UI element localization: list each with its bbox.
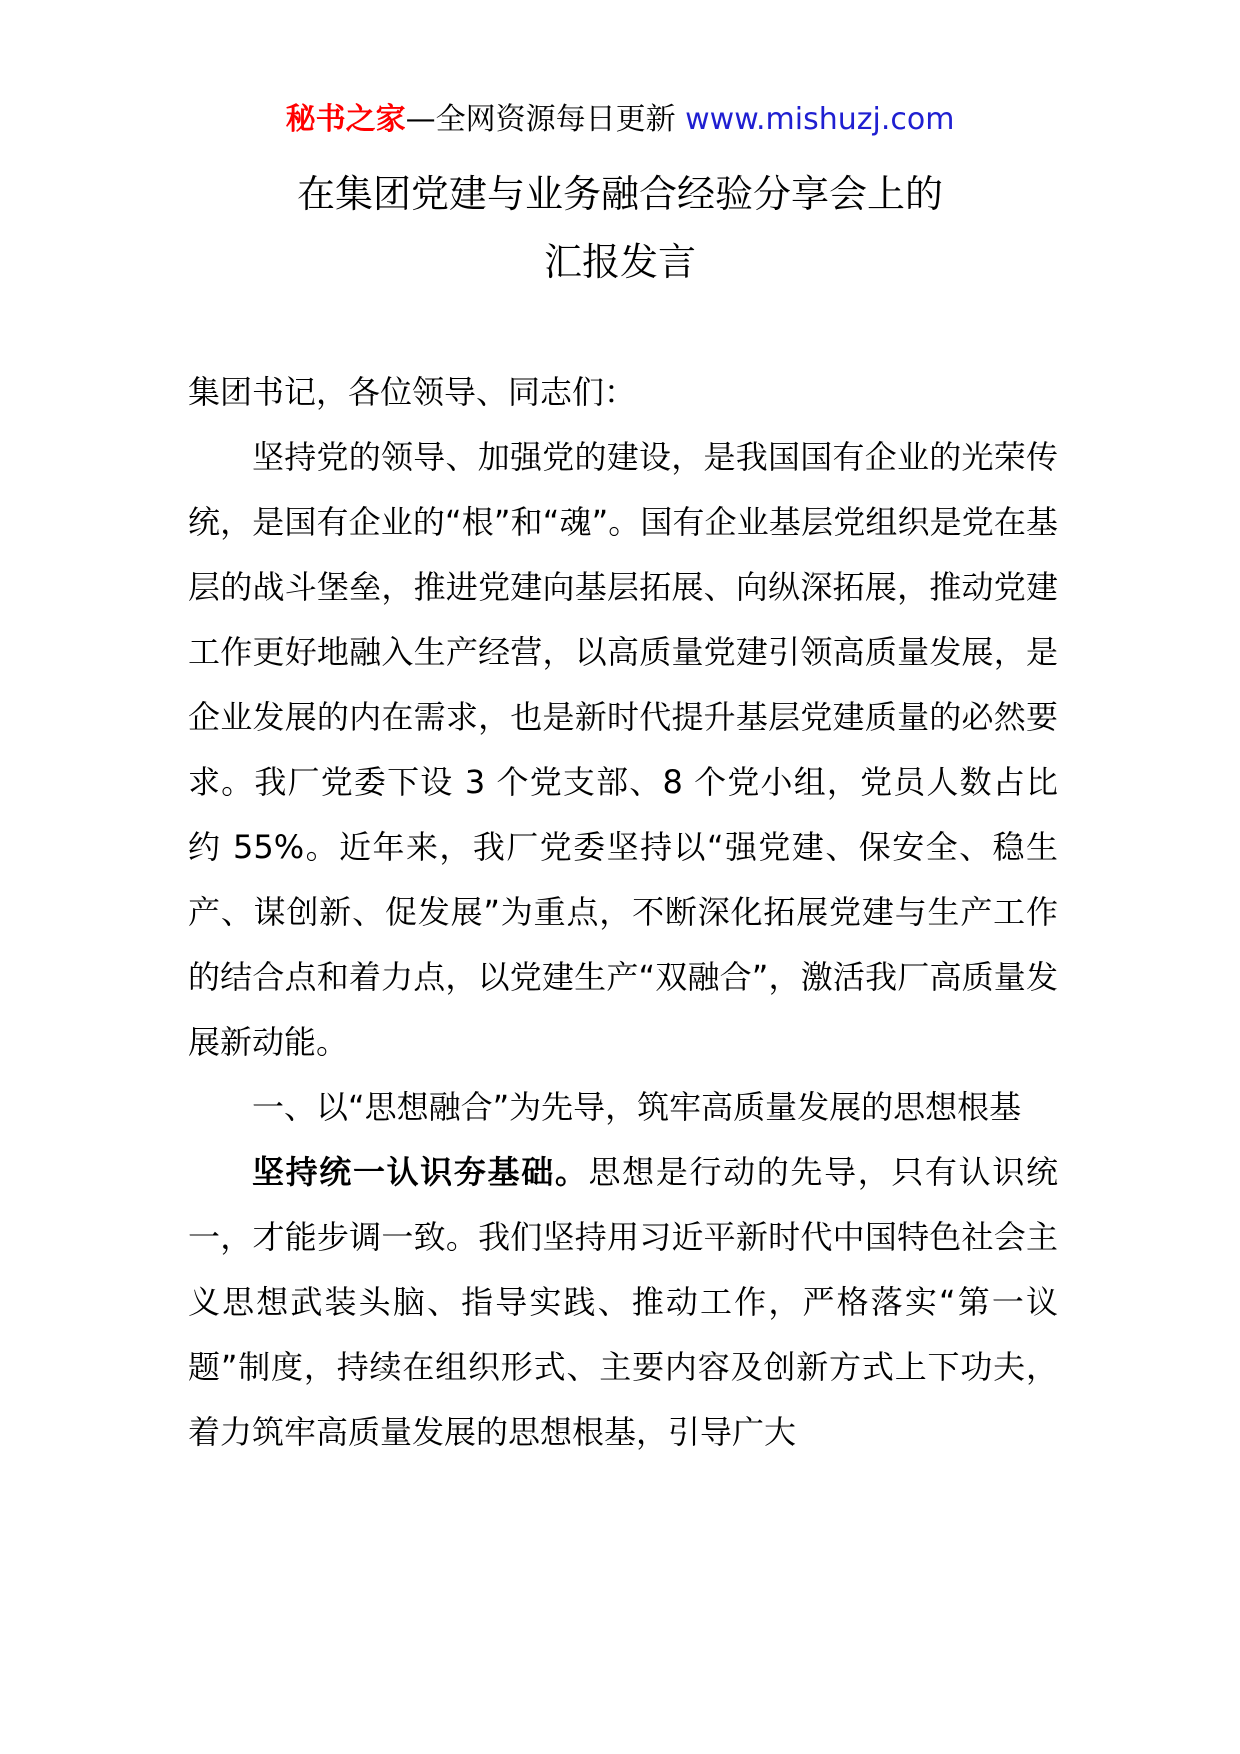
title-line-1: 在集团党建与业务融合经验分享会上的 [296, 172, 943, 216]
header-tagline: —全网资源每日更新 [405, 102, 686, 137]
brand-name: 秘书之家 [285, 102, 406, 137]
title-line-2: 汇报发言 [543, 240, 696, 284]
paragraph-section-1 [188, 1140, 1058, 1465]
paragraph-section-1-text: 思想是行动的先导，只有认识统一，才能步调一致。我们坚持用习近平新时代中国特色社会主义思想武装头脑、指导实践、推动工作，严格落实“第一议题”制度，持续在组织形式、主要内容及创新方式上下功夫，着力筑牢高质量发展的思想根基，引导广大 [188, 1153, 1058, 1451]
paragraph-intro: 坚持党的领导、加强党的建设，是我国国有企业的光荣传统，是国有企业的“根”和“魂”。国有企业基层党组织是党在基层的战斗堡垒，推进党建向基层拓展、向纵深拓展，推动党建工作更好地融入生产经营，以高质量党建引领高质量发展，是企业发展的内在需求，也是新时代提升基层党建质量的必然要求。我厂党委下设 3 个党支部、8 个党小组，党员人数占比约 55%。近年来，我厂党委坚持以“强党建、保安全、稳生产、谋创新、促发展”为重点，不断深化拓展党建与生产工作的结合点和着力点，以党建生产“双融合”，激活我厂高质量发展新动能。 [188, 438, 1058, 1061]
document-body [188, 360, 1058, 1465]
watermark-header [0, 100, 1240, 140]
website-link[interactable]: www.mishuzj.com [685, 102, 955, 137]
paragraph-lead-bold: 坚持统一认识夯基础。 [252, 1153, 589, 1191]
salutation: 集团书记，各位领导、同志们： [188, 373, 637, 411]
section-heading-1: 一、以“思想融合”为先导，筑牢高质量发展的思想根基 [252, 1088, 1022, 1126]
document-title [0, 160, 1240, 296]
